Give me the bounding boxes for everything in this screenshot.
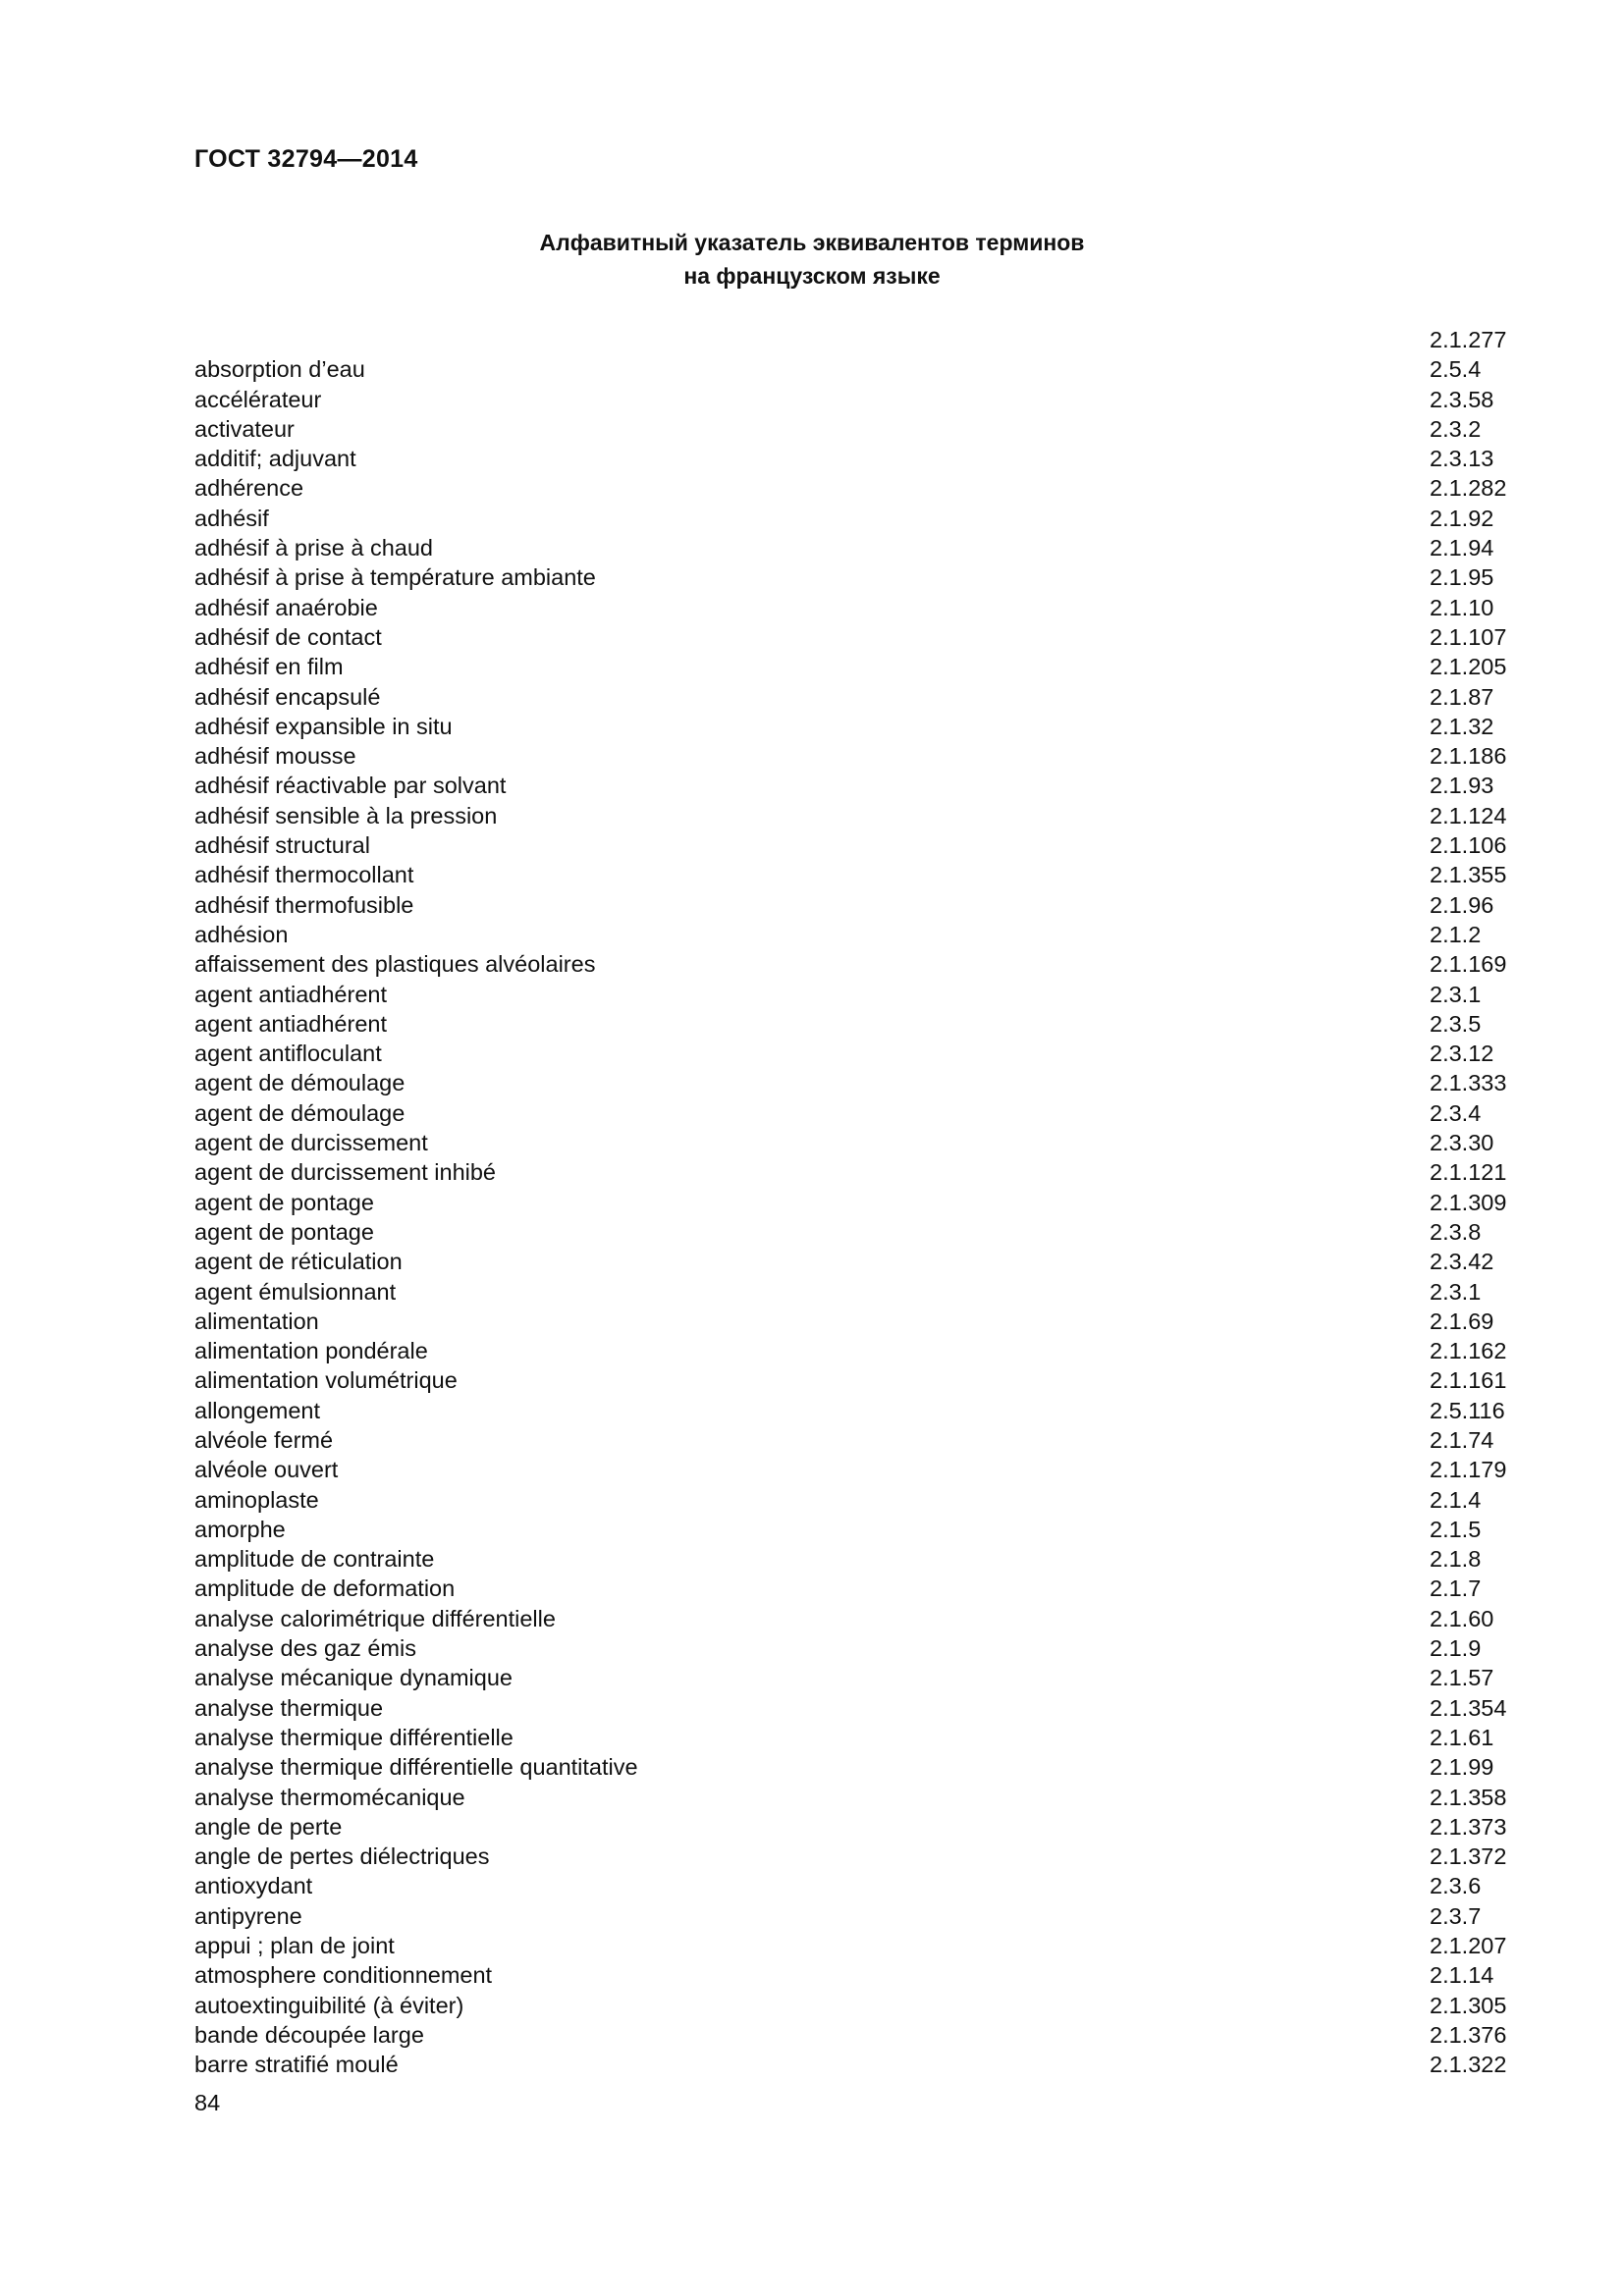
index-entry-reference: 2.3.7: [1430, 1902, 1482, 1929]
index-entry-reference: 2.1.57: [1430, 1665, 1494, 1691]
index-entry-reference: 2.1.106: [1430, 832, 1507, 859]
index-entry-reference: 2.3.6: [1430, 1873, 1482, 1899]
index-entry-reference: 2.1.161: [1430, 1367, 1507, 1394]
index-entry-term: adhésif mousse: [194, 743, 356, 770]
index-entry-reference: 2.1.4: [1430, 1486, 1482, 1513]
index-entry: [194, 473, 1510, 503]
index-entry-term: agent de pontage: [194, 1218, 374, 1245]
index-entry: [194, 1901, 1510, 1931]
index-entry: [194, 949, 1510, 979]
index-entry-term: amplitude de contrainte: [194, 1546, 435, 1573]
index-entry-reference: 2.3.4: [1430, 1099, 1482, 1126]
index-entry-reference: 2.3.1: [1430, 981, 1482, 1007]
index-entry: [194, 1931, 1510, 1960]
index-entry-reference: 2.3.1: [1430, 1278, 1482, 1305]
index-entry-reference: 2.1.376: [1430, 2021, 1507, 2048]
index-entry-term: affaissement des plastiques alvéolaires: [194, 951, 596, 978]
index-entry-term: analyse thermique différentielle: [194, 1724, 514, 1750]
index-entry-reference: 2.3.42: [1430, 1249, 1494, 1275]
index-entry-term: agent de réticulation: [194, 1249, 403, 1275]
index-entry-reference: 2.1.186: [1430, 743, 1507, 770]
index-entry-term: amorphe: [194, 1516, 286, 1542]
index-entry-term: adhésion: [194, 921, 289, 947]
index-entry-reference: 2.3.58: [1430, 386, 1494, 412]
index-entry-term: appui ; plan de joint: [194, 1933, 395, 1959]
index-entry: [194, 593, 1510, 622]
index-entry-term: atmosphere conditionnement: [194, 1962, 493, 1989]
index-entry-term: agent de durcissement inhibé: [194, 1159, 497, 1186]
index-entry-term: analyse thermique différentielle quantitative: [194, 1754, 638, 1781]
index-entry: [194, 1188, 1510, 1217]
index-entry-term: agent antiadhérent: [194, 981, 387, 1007]
index-title-line-1: Алфавитный указатель эквивалентов терминов: [539, 230, 1085, 255]
index-entry: [194, 533, 1510, 562]
index-entry: [194, 1544, 1510, 1574]
index-entry-reference: 2.1.69: [1430, 1308, 1494, 1334]
index-entry-reference: 2.3.30: [1430, 1130, 1494, 1156]
index-entry-reference: 2.1.99: [1430, 1754, 1494, 1781]
index-entry-reference: 2.1.2: [1430, 921, 1482, 947]
index-entry: [194, 1098, 1510, 1128]
index-entry-reference: 2.1.358: [1430, 1784, 1507, 1810]
index-entry-term: adhésif réactivable par solvant: [194, 773, 507, 799]
index-entry-reference: 2.3.8: [1430, 1218, 1482, 1245]
index-entry-term: angle de perte: [194, 1813, 343, 1840]
index-entry-reference: 2.1.372: [1430, 1843, 1507, 1870]
index-entry-term: analyse calorimétrique différentielle: [194, 1605, 556, 1631]
index-entry-term: adhérence: [194, 475, 304, 502]
index-entry-reference: 2.1.5: [1430, 1516, 1482, 1542]
index-entry: [194, 1485, 1510, 1515]
index-entry: [194, 562, 1510, 592]
document-code: ГОСТ 32794—2014: [194, 145, 418, 173]
index-entry: [194, 712, 1510, 741]
index-entry: [194, 1277, 1510, 1307]
index-entry: [194, 830, 1510, 860]
index-entry-term: analyse thermique: [194, 1694, 384, 1721]
index-entry-reference: 2.1.305: [1430, 1992, 1507, 2018]
index-entry-reference: 2.1.10: [1430, 594, 1494, 620]
index-entry-term: activateur: [194, 415, 295, 442]
index-entry-list: [194, 325, 1510, 2080]
index-entry-term: agent antifloculant: [194, 1041, 382, 1067]
index-entry: [194, 1396, 1510, 1425]
index-entry: [194, 1960, 1510, 1990]
index-entry: [194, 652, 1510, 681]
index-entry-reference: 2.1.74: [1430, 1426, 1494, 1453]
index-entry-term: analyse thermomécanique: [194, 1784, 465, 1810]
index-entry-term: analyse mécanique dynamique: [194, 1665, 513, 1691]
index-entry-term: aminoplaste: [194, 1486, 319, 1513]
index-entry: [194, 682, 1510, 712]
index-entry-reference: 2.1.179: [1430, 1457, 1507, 1483]
index-entry-reference: 2.3.13: [1430, 446, 1494, 472]
index-entry-reference: 2.1.124: [1430, 802, 1507, 828]
index-entry-term: barre stratifié moulé: [194, 2052, 399, 2078]
index-entry: [194, 1842, 1510, 1871]
index-entry-reference: 2.1.93: [1430, 773, 1494, 799]
index-entry-reference: 2.1.94: [1430, 535, 1494, 561]
index-entry: [194, 1068, 1510, 1097]
index-entry-term: additif; adjuvant: [194, 446, 356, 472]
index-entry: [194, 1128, 1510, 1157]
index-entry-reference: 2.3.2: [1430, 415, 1482, 442]
index-entry-term: absorption d’eau: [194, 356, 365, 383]
index-entry-term: agent émulsionnant: [194, 1278, 397, 1305]
index-entry-term: alimentation volumétrique: [194, 1367, 458, 1394]
index-entry: [194, 1871, 1510, 1900]
index-entry: [194, 1693, 1510, 1723]
index-entry-term: agent de durcissement: [194, 1130, 428, 1156]
index-entry-reference: 2.3.12: [1430, 1041, 1494, 1067]
index-entry-term: adhésif encapsulé: [194, 683, 381, 710]
index-entry-reference: 2.1.322: [1430, 2052, 1507, 2078]
index-entry-term: angle de pertes diélectriques: [194, 1843, 490, 1870]
index-entry: [194, 860, 1510, 889]
index-entry: [194, 1455, 1510, 1484]
index-entry-term: adhésif de contact: [194, 623, 382, 650]
index-entry: [194, 801, 1510, 830]
index-entry: [194, 1009, 1510, 1039]
index-entry-reference: 2.1.9: [1430, 1635, 1482, 1662]
index-entry: [194, 741, 1510, 771]
index-entry: [194, 1783, 1510, 1812]
index-entry: [194, 1752, 1510, 1782]
index-entry-reference: 2.1.87: [1430, 683, 1494, 710]
index-entry-term: adhésif: [194, 505, 269, 531]
index-entry-reference: 2.1.333: [1430, 1070, 1507, 1096]
index-entry-term: adhésif à prise à température ambiante: [194, 564, 596, 591]
index-entry: [194, 1515, 1510, 1544]
index-entry-reference: 2.1.282: [1430, 475, 1507, 502]
index-entry-reference: 2.1.107: [1430, 623, 1507, 650]
index-entry-term: alvéole ouvert: [194, 1457, 339, 1483]
index-entry: [194, 1723, 1510, 1752]
index-entry-reference: 2.1.60: [1430, 1605, 1494, 1631]
index-entry: [194, 920, 1510, 949]
index-entry: [194, 890, 1510, 920]
index-entry-reference: 2.1.96: [1430, 891, 1494, 918]
index-entry-term: adhésif thermofusible: [194, 891, 414, 918]
index-entry: [194, 1365, 1510, 1395]
index-entry-reference: 2.1.169: [1430, 951, 1507, 978]
index-entry-reference: 2.1.373: [1430, 1813, 1507, 1840]
index-entry-reference: 2.1.14: [1430, 1962, 1494, 1989]
index-entry: [194, 1633, 1510, 1663]
index-entry: [194, 504, 1510, 533]
index-entry-term: amplitude de deformation: [194, 1575, 456, 1602]
index-entry-term: adhésif en film: [194, 654, 344, 680]
index-entry-term: autoextinguibilité (à éviter): [194, 1992, 464, 2018]
index-entry-reference: 2.5.4: [1430, 356, 1482, 383]
index-entry-reference: 2.1.277: [1430, 327, 1507, 352]
index-entry: [194, 1217, 1510, 1247]
index-entry-reference: 2.3.5: [1430, 1010, 1482, 1037]
index-entry-reference: 2.1.354: [1430, 1694, 1507, 1721]
index-entry-reference: 2.1.95: [1430, 564, 1494, 591]
index-entry-reference: 2.1.309: [1430, 1189, 1507, 1215]
index-entry: [194, 980, 1510, 1009]
index-entry: [194, 1336, 1510, 1365]
index-entry: [194, 1991, 1510, 2020]
index-entry-term: adhésif thermocollant: [194, 862, 414, 888]
index-entry: [194, 1812, 1510, 1842]
index-entry: [194, 1307, 1510, 1336]
index-entry-term: allongement: [194, 1397, 321, 1423]
index-entry-reference: 2.1.8: [1430, 1546, 1482, 1573]
index-entry: [194, 1039, 1510, 1068]
index-entry: [194, 2020, 1510, 2050]
index-entry-reference: 2.1.61: [1430, 1724, 1494, 1750]
index-entry: [194, 444, 1510, 473]
index-entry: [194, 1604, 1510, 1633]
index-entry: [194, 385, 1510, 414]
index-entry-reference: 2.1.205: [1430, 654, 1507, 680]
index-entry-reference: 2.1.207: [1430, 1933, 1507, 1959]
index-entry: [194, 2050, 1510, 2079]
index-entry: [194, 325, 1510, 354]
index-entry-term: antioxydant: [194, 1873, 313, 1899]
index-entry-term: analyse des gaz émis: [194, 1635, 416, 1662]
index-entry-term: adhésif expansible in situ: [194, 713, 453, 739]
index-entry-term: adhésif sensible à la pression: [194, 802, 498, 828]
index-entry-term: alimentation: [194, 1308, 319, 1334]
index-entry: [194, 771, 1510, 800]
index-entry-term: adhésif anaérobie: [194, 594, 378, 620]
index-entry: [194, 1157, 1510, 1187]
index-title-line-2: на французском языке: [683, 263, 941, 289]
index-entry: [194, 1247, 1510, 1276]
page-number: 84: [194, 2090, 221, 2115]
index-entry-reference: 2.1.121: [1430, 1159, 1507, 1186]
index-entry: [194, 1663, 1510, 1692]
index-entry-term: bande découpée large: [194, 2021, 424, 2048]
index-entry: [194, 622, 1510, 652]
index-entry-reference: 2.1.92: [1430, 505, 1494, 531]
index-entry-term: agent de démoulage: [194, 1099, 406, 1126]
index-entry-term: agent de pontage: [194, 1189, 374, 1215]
index-entry-reference: 2.5.116: [1430, 1397, 1505, 1423]
index-entry-term: accélérateur: [194, 386, 322, 412]
index-entry-term: alvéole fermé: [194, 1426, 334, 1453]
index-entry-term: alimentation pondérale: [194, 1338, 428, 1364]
index-entry: [194, 414, 1510, 444]
index-entry: [194, 1574, 1510, 1603]
index-entry-reference: 2.1.162: [1430, 1338, 1507, 1364]
index-entry-term: adhésif à prise à chaud: [194, 535, 433, 561]
index-entry-term: agent antiadhérent: [194, 1010, 387, 1037]
index-entry-reference: 2.1.355: [1430, 862, 1507, 888]
index-entry-reference: 2.1.32: [1430, 713, 1494, 739]
index-entry-term: antipyrene: [194, 1902, 302, 1929]
index-entry-reference: 2.1.7: [1430, 1575, 1482, 1602]
index-entry: [194, 354, 1510, 384]
index-entry-term: agent de démoulage: [194, 1070, 406, 1096]
index-entry: [194, 1425, 1510, 1455]
index-entry-term: adhésif structural: [194, 832, 370, 859]
